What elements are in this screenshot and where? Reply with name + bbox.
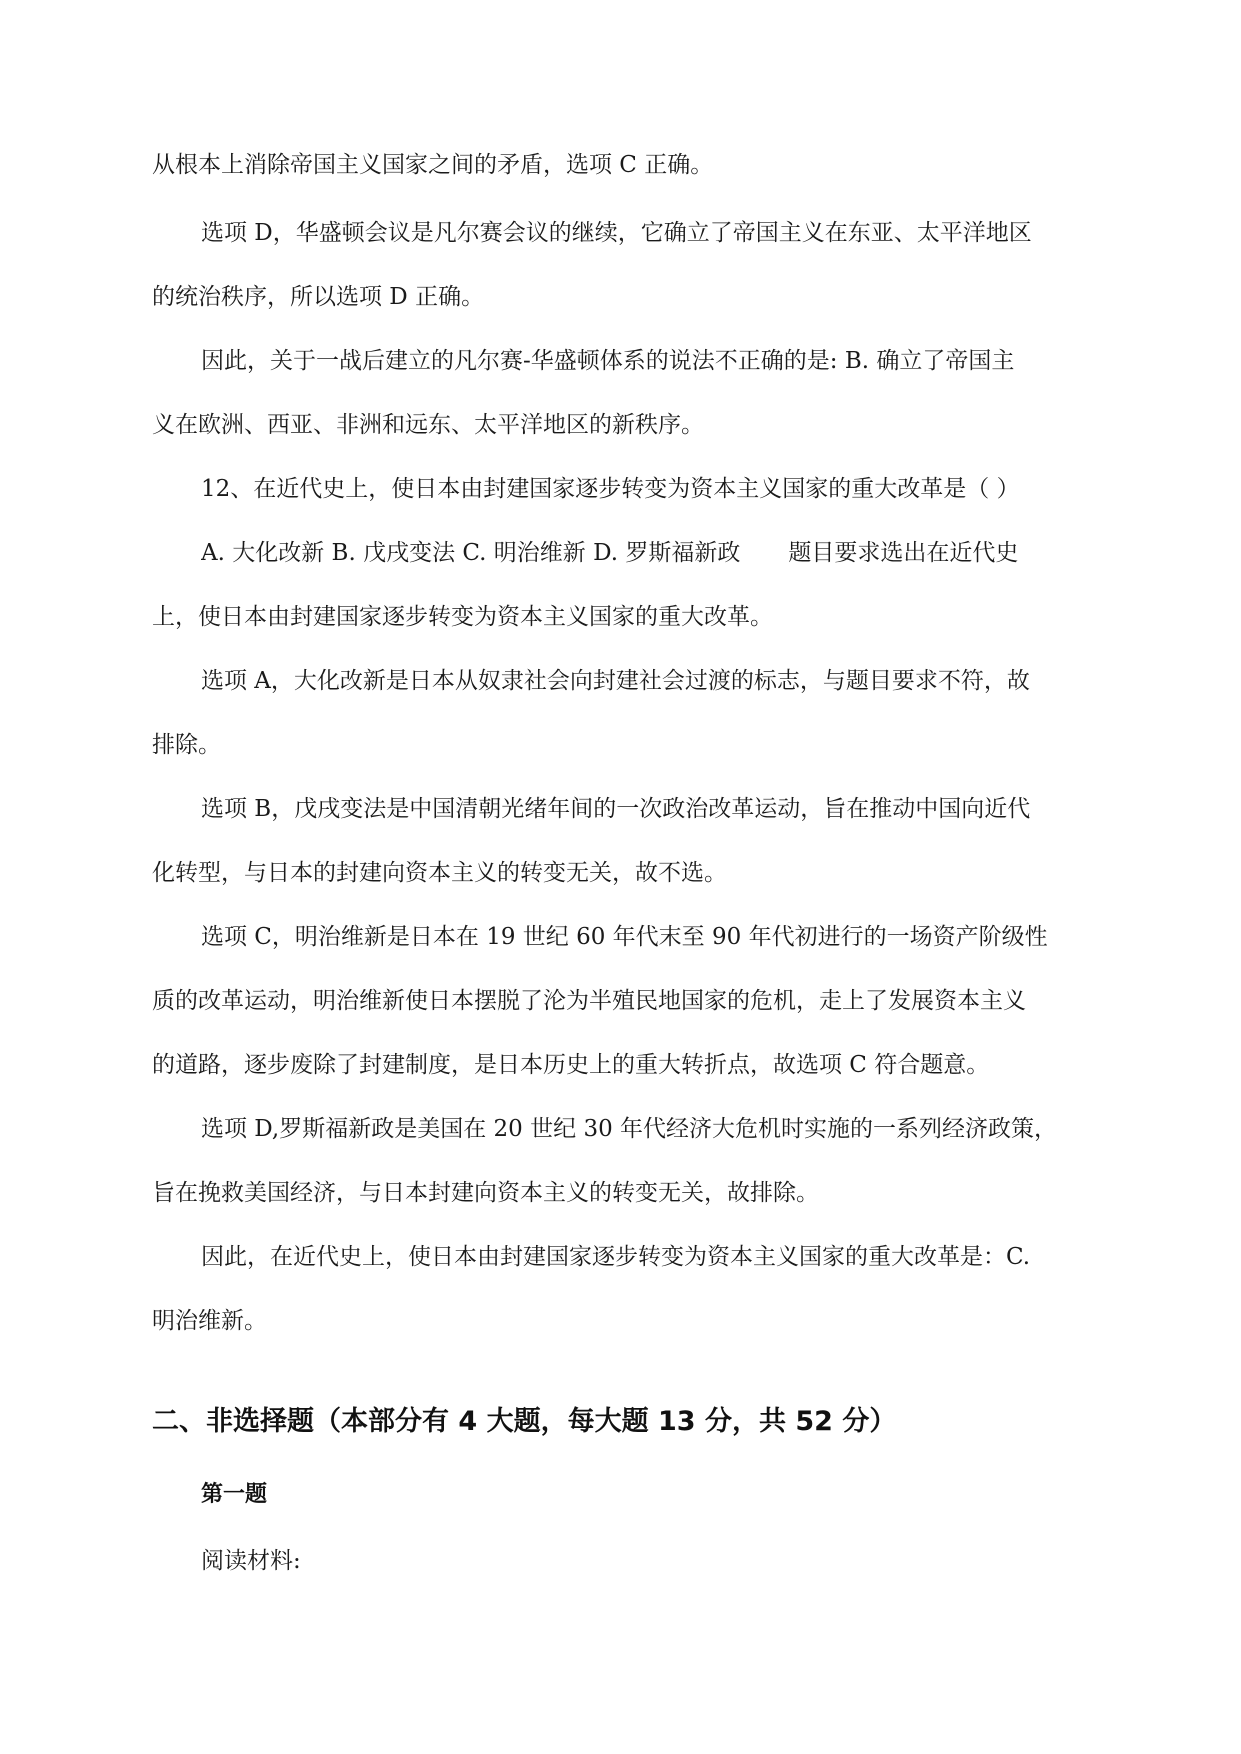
text-fragment: 题目要求选出在近代史 (788, 540, 1019, 566)
reading-label: 阅读材料: (201, 1548, 301, 1574)
text-line: 明治维新。 (152, 1308, 267, 1334)
text-line (201, 538, 1102, 568)
section-heading: 二、非选择题（本部分有 4 大题，每大题 13 分，共 52 分） (152, 1406, 897, 1437)
text-line: 选项 B，戊戌变法是中国清朝光绪年间的一次政治改革运动，旨在推动中国向近代 (201, 796, 1031, 822)
question-title: 第一题 (201, 1482, 268, 1507)
question-12-stem: 12、在近代史上，使日本由封建国家逐步转变为资本主义国家的重大改革是（ ） (201, 476, 1020, 502)
text-line: 质的改革运动，明治维新使日本摆脱了沦为半殖民地国家的危机，走上了发展资本主义 (152, 988, 1026, 1014)
text-line: 因此，关于一战后建立的凡尔赛-华盛顿体系的说法不正确的是: B. 确立了帝国主 (201, 348, 1015, 374)
text-line: 上，使日本由封建国家逐步转变为资本主义国家的重大改革。 (152, 604, 773, 630)
text-line: 选项 A，大化改新是日本从奴隶社会向封建社会过渡的标志，与题目要求不符，故 (201, 668, 1030, 694)
text-line: 旨在挽救美国经济，与日本封建向资本主义的转变无关，故排除。 (152, 1180, 819, 1206)
text-line: 义在欧洲、西亚、非洲和远东、太平洋地区的新秩序。 (152, 412, 704, 438)
text-line: 从根本上消除帝国主义国家之间的矛盾，选项 C 正确。 (152, 152, 714, 178)
text-line: 选项 D,罗斯福新政是美国在 20 世纪 30 年代经济大危机时实施的一系列经济政策， (201, 1116, 1058, 1142)
text-line: 选项 C，明治维新是日本在 19 世纪 60 年代末至 90 年代初进行的一场资产阶级性 (201, 924, 1048, 950)
text-line: 选项 D，华盛顿会议是凡尔赛会议的继续，它确立了帝国主义在东亚、太平洋地区 (201, 220, 1032, 246)
text-line: 的统治秩序，所以选项 D 正确。 (152, 284, 485, 310)
text-line: 因此，在近代史上，使日本由封建国家逐步转变为资本主义国家的重大改革是：C. (201, 1244, 1031, 1270)
text-line: 的道路，逐步废除了封建制度，是日本历史上的重大转折点，故选项 C 符合题意。 (152, 1052, 990, 1078)
question-12-options: A. 大化改新 B. 戊戌变法 C. 明治维新 D. 罗斯福新政 (201, 540, 741, 566)
text-line: 化转型，与日本的封建向资本主义的转变无关，故不选。 (152, 860, 727, 886)
text-line: 排除。 (152, 732, 221, 758)
